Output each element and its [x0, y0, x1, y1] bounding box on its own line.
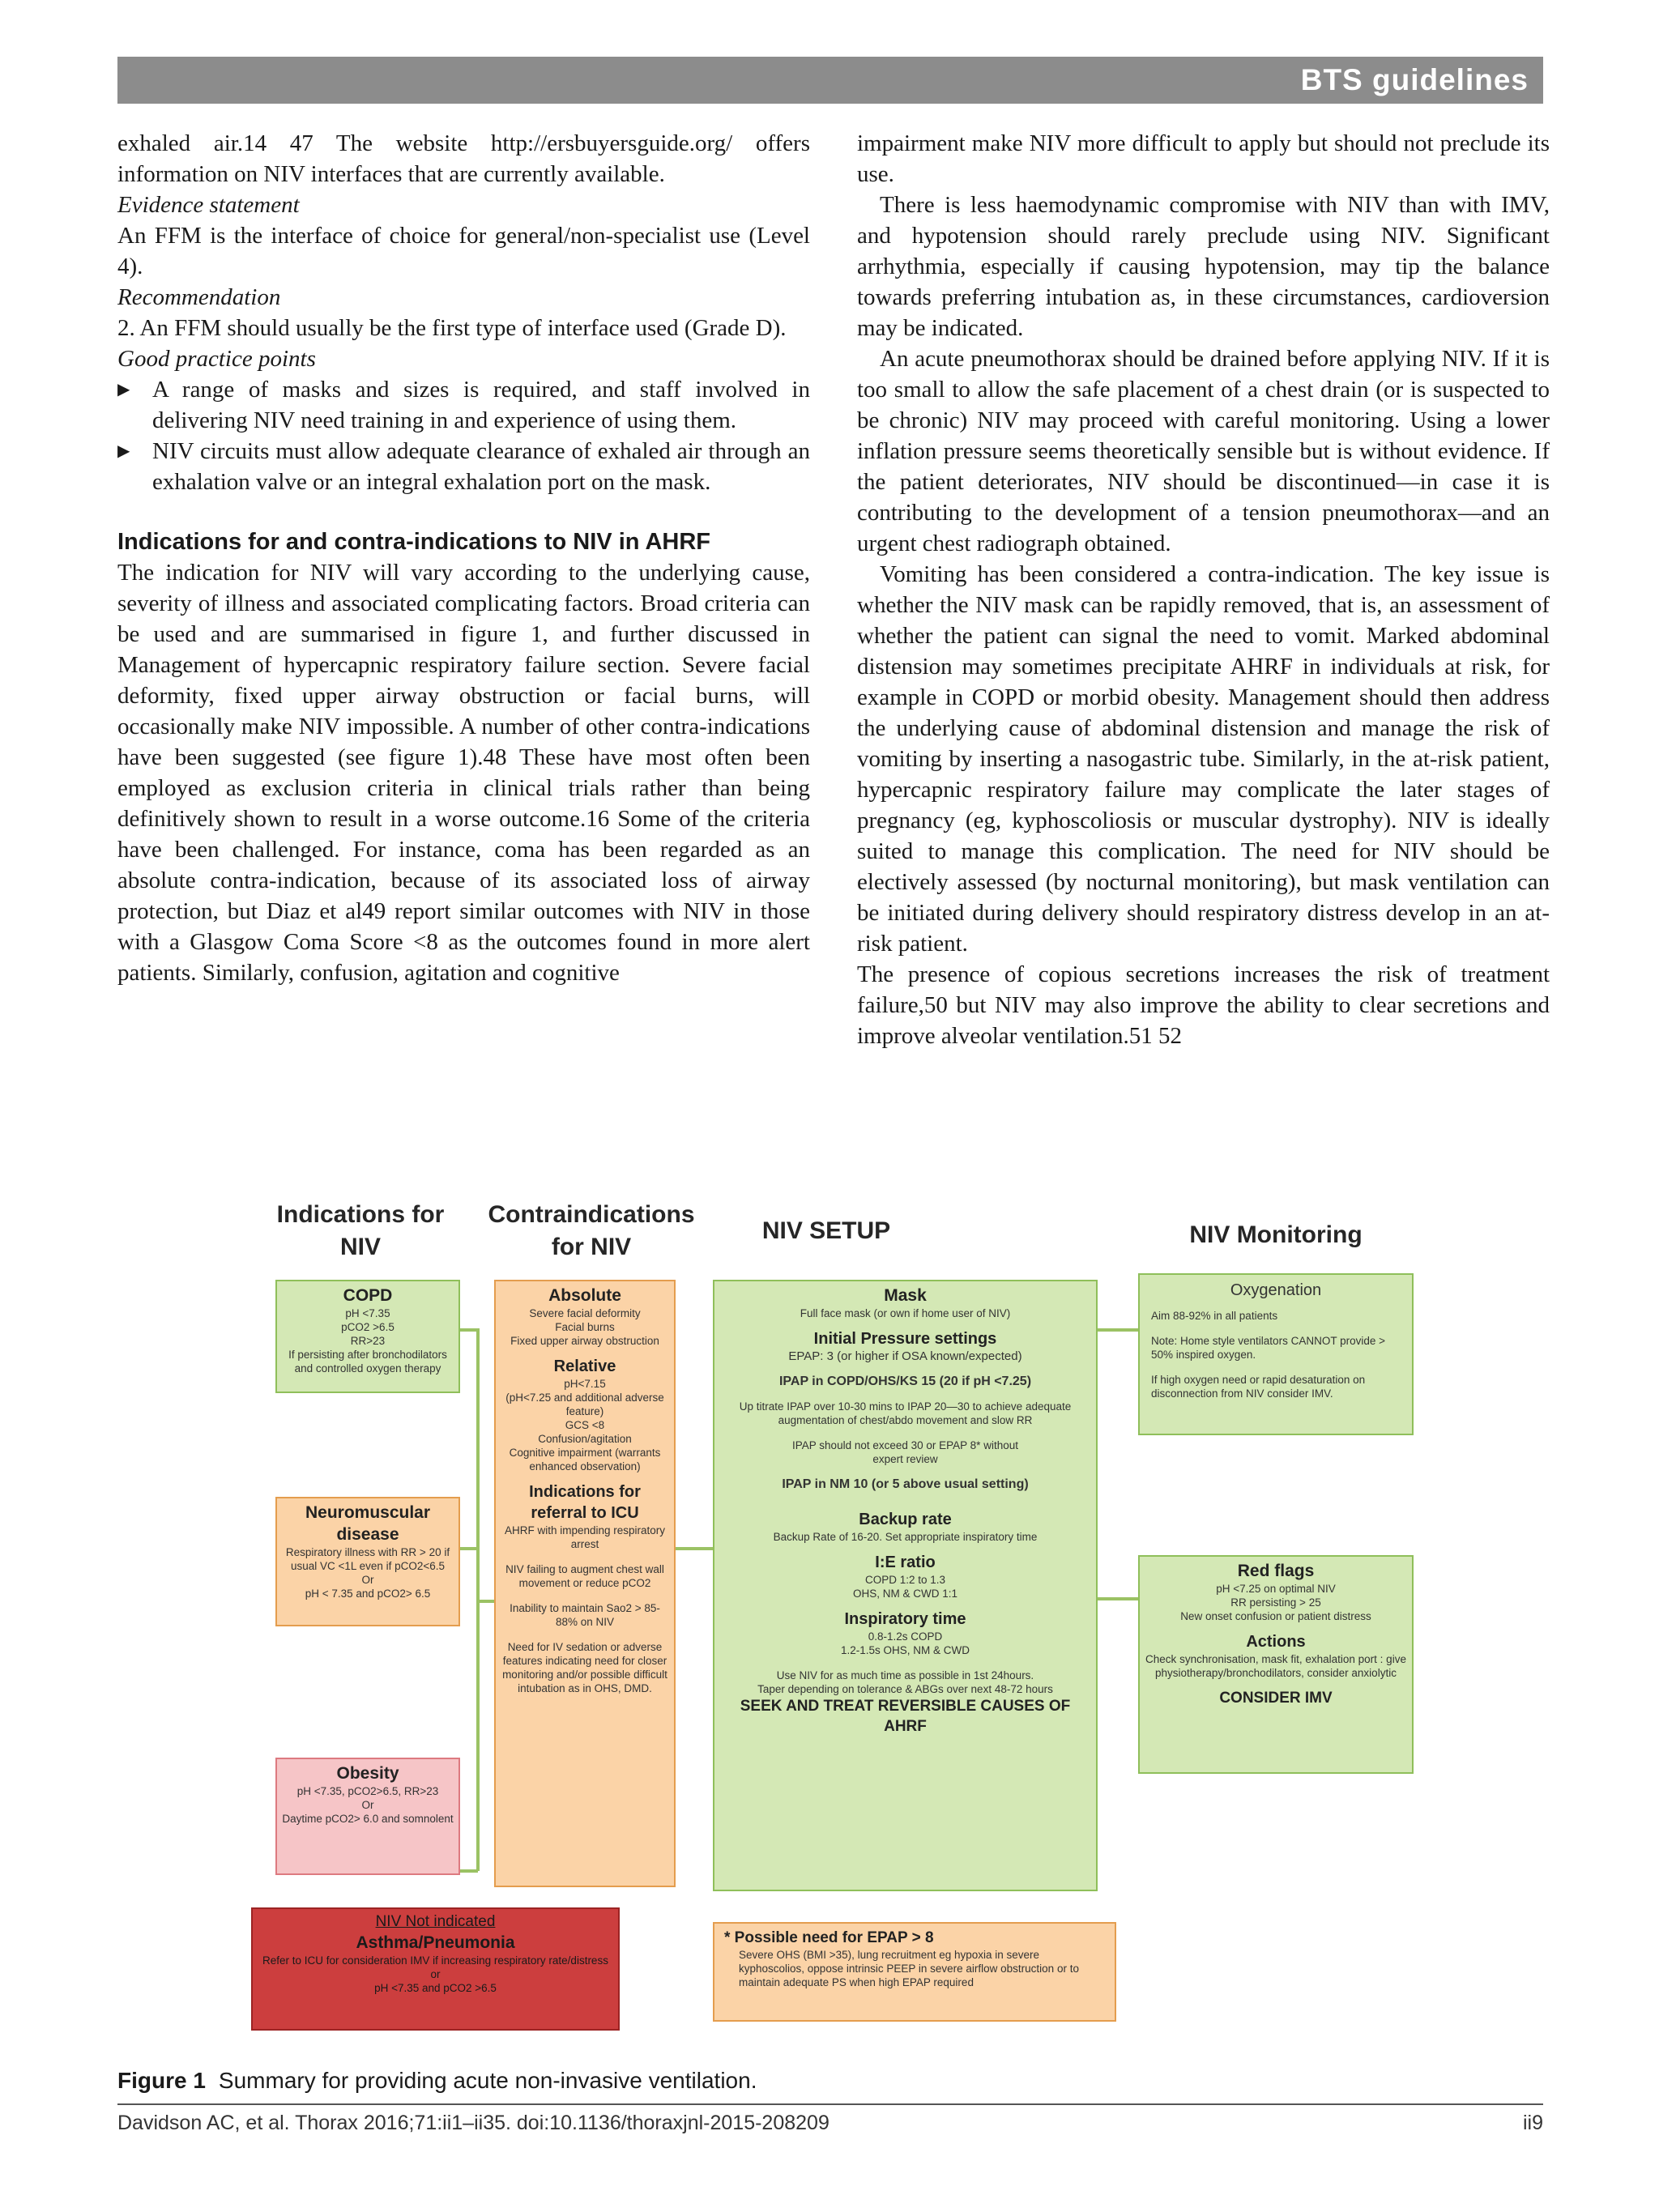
evidence-label: Evidence statement	[117, 192, 300, 218]
header-niv-setup: NIV SETUP	[761, 1217, 891, 1244]
figure-label: Figure 1	[117, 2068, 206, 2093]
ie-ratio-title: I:E ratio	[875, 1554, 936, 1571]
seek-reversible-causes: SEEK AND TREAT REVERSIBLE CAUSES OF AHRF	[740, 1698, 1071, 1735]
not-indicated-title: Asthma/Pneumonia	[356, 1933, 515, 1952]
red-flags-title: Red flags	[1237, 1562, 1315, 1580]
copd-box	[275, 1280, 460, 1393]
epap-note-box	[713, 1922, 1116, 2022]
mask-title: Mask	[884, 1286, 927, 1305]
inspiratory-time-body: 0.8-1.2s COPD 1.2-1.5s OHS, NM & CWD	[840, 1630, 970, 1656]
connector-line	[460, 1328, 478, 1332]
left-column	[117, 128, 810, 988]
header-niv-monitoring: NIV Monitoring	[1189, 1221, 1363, 1248]
actions-body: Check synchronisation, mask fit, exhalation port : give physiotherapy/bronchodilators, consider anxiolytic	[1145, 1653, 1406, 1679]
icu-criterion: AHRF with impending respiratory arrest	[504, 1524, 666, 1550]
footer-citation: Davidson AC, et al. Thorax 2016;71:ii1–ii35. doi:10.1136/thoraxjnl-2015-208209	[117, 2112, 830, 2134]
titrate-text: Up titrate IPAP over 10-30 mins to IPAP 20—30 to achieve adequate augmentation of chest/abdo movement and slow RR	[739, 1400, 1072, 1426]
connector-line	[476, 1600, 494, 1603]
epap-setting: EPAP: 3 (or higher if OSA known/expected)	[788, 1349, 1022, 1363]
neuromuscular-box	[275, 1497, 460, 1626]
icu-criterion: Inability to maintain Sao2 > 85-88% on NIV	[510, 1602, 660, 1628]
good-practice-list	[117, 374, 810, 497]
journal-section-title: BTS guidelines	[1300, 63, 1529, 96]
footer-divider	[117, 2103, 1543, 2105]
contraindications-box	[494, 1280, 676, 1887]
oxygenation-box	[1138, 1273, 1414, 1435]
paragraph: The presence of copious secretions increases the risk of treatment failure,50 but NIV may also improve the ability to clear secretions and improve alveolar ventilation.51 52	[857, 961, 1550, 1049]
obesity-body: pH <7.35, pCO2>6.5, RR>23 Or Daytime pCO2> 6.0 and somnolent	[282, 1785, 454, 1825]
oxygenation-high: If high oxygen need or rapid desaturation on disconnection from NIV consider IMV.	[1151, 1374, 1366, 1400]
oxygenation-aim: Aim 88-92% in all patients	[1151, 1310, 1278, 1322]
connector-line	[676, 1547, 713, 1550]
niv-setup-box	[713, 1280, 1098, 1891]
copd-body: pH <7.35 pCO2 >6.5 RR>23 If persisting after bronchodilators and controlled oxygen therapy	[288, 1307, 447, 1375]
recommendation-text: 2. An FFM should usually be the first type of interface used (Grade D).	[117, 315, 787, 341]
oxygenation-title: Oxygenation	[1230, 1281, 1322, 1299]
red-flags-box	[1138, 1555, 1414, 1774]
evidence-text: An FFM is the interface of choice for general/non-specialist use (Level 4).	[117, 223, 810, 279]
ie-ratio-body: COPD 1:2 to 1.3 OHS, NM & CWD 1:1	[852, 1574, 957, 1600]
figure-caption-text: Summary for providing acute non-invasive ventilation.	[218, 2068, 757, 2093]
red-flags-body: pH <7.25 on optimal NIV RR persisting > 25 New onset confusion or patient distress	[1180, 1583, 1371, 1622]
connector-line	[1098, 1328, 1138, 1332]
figure-caption	[117, 2068, 757, 2094]
niv-not-indicated-box	[251, 1907, 620, 2031]
header-contraindications: Contraindications for NIV	[488, 1201, 695, 1260]
pressure-title: Initial Pressure settings	[813, 1330, 997, 1348]
oxygenation-note: Note: Home style ventilators CANNOT provide > 50% inspired oxygen.	[1151, 1335, 1385, 1361]
copd-title: COPD	[343, 1286, 393, 1305]
backup-body: Backup Rate of 16-20. Set appropriate inspiratory time	[773, 1531, 1038, 1543]
obesity-title: Obesity	[336, 1764, 399, 1783]
backup-title: Backup rate	[859, 1511, 952, 1528]
right-column	[857, 128, 1550, 1051]
recommendation-label: Recommendation	[117, 284, 281, 310]
connector-line	[460, 1869, 478, 1873]
connector-line	[1098, 1597, 1138, 1600]
not-indicated-label: NIV Not indicated	[375, 1913, 496, 1930]
epap-note-body: Severe OHS (BMI >35), lung recruitment eg hypoxia in severe kyphoscolios, oppose intrinsic PEEP in severe airflow obstruction or to maintain adequate PS when high EPAP required	[739, 1949, 1079, 1988]
relative-body: pH<7.15 (pH<7.25 and additional adverse feature) GCS <8 Confusion/agitation Cognitive impairment (warrants enhanced observation)	[505, 1378, 664, 1473]
absolute-title: Absolute	[548, 1286, 621, 1305]
relative-title: Relative	[553, 1357, 616, 1375]
epap-note-title: * Possible need for EPAP > 8	[724, 1929, 934, 1946]
mask-body: Full face mask (or own if home user of NIV)	[800, 1307, 1011, 1319]
good-practice-label: Good practice points	[117, 346, 316, 372]
section-heading: Indications for and contra-indications to NIV in AHRF	[117, 529, 710, 555]
paragraph: impairment make NIV more difficult to apply but should not preclude its use.	[857, 130, 1550, 187]
ipap-setting: IPAP in COPD/OHS/KS 15 (20 if pH <7.25)	[778, 1375, 1032, 1388]
niv-flowchart-figure	[262, 1199, 1422, 2061]
paragraph: exhaled air.14 47 The website http://ersbuyersguide.org/ offers information on NIV interfaces that are currently available.	[117, 130, 810, 187]
inspiratory-time-title: Inspiratory time	[844, 1610, 966, 1628]
actions-title: Actions	[1246, 1633, 1306, 1651]
neuromuscular-body: Respiratory illness with RR > 20 if usual VC <1L even if pCO2<6.5 Or pH < 7.35 and pCO2> 6.5	[285, 1546, 450, 1600]
icu-criterion: NIV failing to augment chest wall movement or reduce pCO2	[505, 1563, 664, 1589]
page-number: ii9	[1522, 2112, 1543, 2134]
paragraph: The indication for NIV will vary according to the underlying cause, severity of illness and associated complicating factors. Broad criteria can be used and are summarised in figure 1, and further discussed in Management of hypercapnic respiratory failure section. Severe facial deformity, fixed upper airway obstruction or facial burns, will occasionally make NIV impossible. A number of other contra-indications have been suggested (see figure 1).48 These have most often been employed as exclusion criteria in clinical trials rather than being definitively shown to result in a worse outcome.16 Some of the criteria have been challenged. For instance, coma has been regarded as an absolute contra-indication, because of its associated loss of airway protection, but Diaz et al49 report similar outcomes with NIV in those with a Glasgow Coma Score <8 as the outcomes found in more alert patients. Similarly, confusion, agitation and cognitive	[117, 560, 810, 986]
list-item: ▶ A range of masks and sizes is required, and staff involved in delivering NIV need training in and experience of using them.	[117, 374, 810, 436]
paragraph: An acute pneumothorax should be drained before applying NIV. If it is too small to allow the safe placement of a chest drain (or is suspected to be chronic) NIV may proceed with careful monitoring. Using a lower inflation pressure seems theoretically sensible but is without evidence. If the patient deteriorates, NIV should be discontinued—in case it is contributing to the development of a tension pneumothorax—and an urgent chest radiograph obtained.	[857, 346, 1550, 556]
paragraph: Vomiting has been considered a contra-indication. The key issue is whether the NIV mask can be rapidly removed, that is, an assessment of whether the patient can signal the need to vomit. Marked abdominal distension may sometimes precipitate AHRF in individuals at risk, for example in COPD or morbid obesity. Management should then address the underlying cause of abdominal distension and manage the risk of vomiting by inserting a nasogastric tube. Similarly, in the at-risk patient, hypercapnic respiratory failure may complicate the later stages of pregnancy (eg, kyphoscoliosis or muscular dystrophy). NIV is ideally suited to manage this complication. The need for NIV should be electively assessed (by nocturnal monitoring), but mask ventilation can be initiated during delivery should respiratory distress develop in an at-risk patient.	[857, 561, 1550, 957]
usage-body: Use NIV for as much time as possible in 1st 24hours. Taper depending on tolerance & ABGs over next 48-72 hours	[757, 1669, 1053, 1695]
journal-header-bar	[117, 57, 1543, 104]
list-item: ▶ NIV circuits must allow adequate clearance of exhaled air through an exhalation valve or an integral exhalation port on the mask.	[117, 436, 810, 497]
absolute-body: Severe facial deformity Facial burns Fixed upper airway obstruction	[510, 1307, 659, 1347]
paragraph: There is less haemodynamic compromise with NIV than with IMV, and hypotension should rarely preclude using NIV. Significant arrhythmia, especially if causing hypotension, may tip the balance towards preferring intubation as, in these circumstances, cardioversion may be indicated.	[857, 192, 1550, 341]
ipap-limit-text: IPAP should not exceed 30 or EPAP 8* without expert review	[792, 1439, 1018, 1465]
obesity-box	[275, 1758, 460, 1875]
ipap-nm-setting: IPAP in NM 10 (or 5 above usual setting)	[782, 1477, 1029, 1491]
header-indications: Indications for NIV	[276, 1201, 445, 1260]
consider-imv: CONSIDER IMV	[1219, 1690, 1333, 1707]
icu-referral-title: Indications for referral to ICU	[529, 1483, 641, 1522]
not-indicated-body: Refer to ICU for consideration IMV if increasing respiratory rate/distress or pH <7.35 and pCO2 >6.5	[262, 1954, 608, 1994]
connector-line	[460, 1547, 478, 1550]
neuromuscular-title: Neuromuscular disease	[305, 1503, 431, 1544]
icu-criterion: Need for IV sedation or adverse features indicating need for closer monitoring and/or possible difficult intubation as in OHS, DMD.	[502, 1641, 667, 1694]
